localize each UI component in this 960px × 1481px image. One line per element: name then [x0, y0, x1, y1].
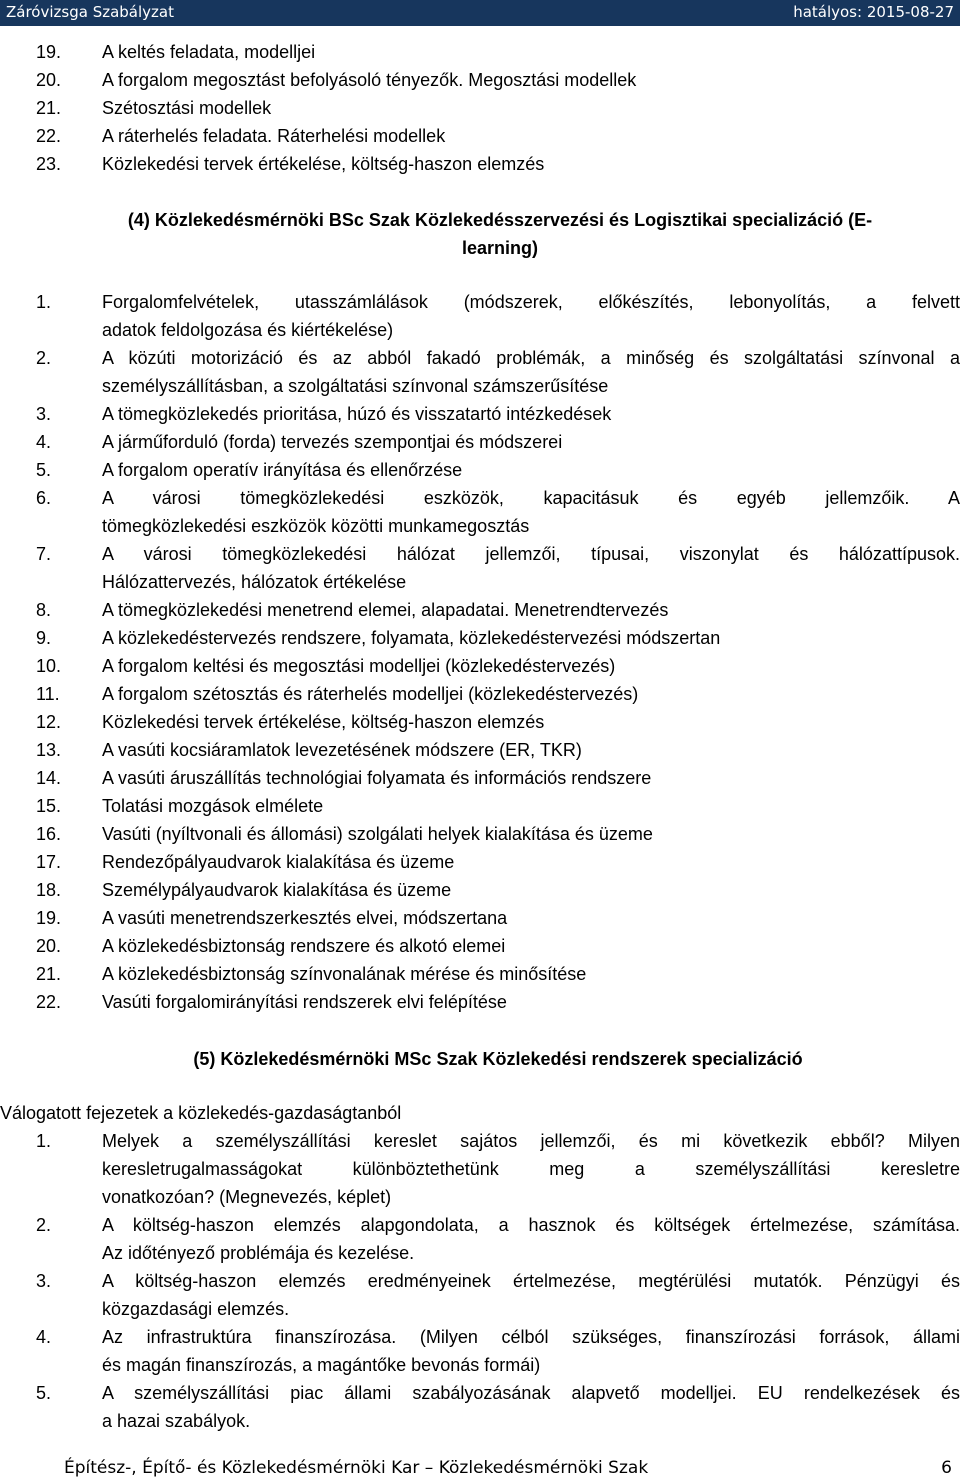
item-text: A városi tömegközlekedési eszközök, kapacitásuk és egyéb jellemzőik. A	[102, 488, 960, 508]
item-text: közgazdasági elemzés.	[102, 1299, 290, 1319]
item-text: A közlekedéstervezés rendszere, folyamata, közlekedéstervezési módszertan	[102, 628, 721, 648]
item-text: A vasúti áruszállítás technológiai folyamata és információs rendszere	[102, 768, 652, 788]
title-line: (4) Közlekedésmérnöki BSc Szak Közlekedésszervezési és Logisztikai specializáció (E-	[127, 210, 873, 230]
item-text: A városi tömegközlekedési hálózat jellemzői, típusai, viszonylat és hálózattípusok.	[102, 544, 960, 564]
item-number: 2.	[36, 348, 52, 368]
item-number: 22.	[36, 126, 62, 146]
item-number: 19.	[36, 908, 62, 928]
item-number: 12.	[36, 712, 62, 732]
item-text: adatok feldolgozása és kiértékelése)	[102, 320, 394, 340]
header-document-title: Záróvizsga Szabályzat	[6, 3, 174, 21]
item-number: 2.	[36, 1215, 52, 1235]
item-number: 22.	[36, 992, 62, 1012]
item-number: 13.	[36, 740, 62, 760]
item-text: Az infrastruktúra finanszírozása. (Milyen célból szükséges, finanszírozási források, állami	[102, 1327, 960, 1347]
item-number: 9.	[36, 628, 52, 648]
item-text: a hazai szabályok.	[102, 1411, 251, 1431]
item-number: 1.	[36, 292, 52, 312]
item-text: A közlekedésbiztonság színvonalának mérése és minősítése	[102, 964, 587, 984]
page-number: 6	[941, 1458, 952, 1478]
item-number: 10.	[36, 656, 62, 676]
item-number: 8.	[36, 600, 52, 620]
item-text: Vasúti forgalomirányítási rendszerek elvi felépítése	[102, 992, 507, 1012]
item-number: 6.	[36, 488, 52, 508]
item-text: Közlekedési tervek értékelése, költség-haszon elemzés	[102, 712, 545, 732]
item-text: A forgalom szétosztás és ráterhelés modelljei (közlekedéstervezés)	[102, 684, 639, 704]
item-text: A forgalom operatív irányítása és ellenőrzése	[102, 460, 463, 480]
item-number: 3.	[36, 1271, 52, 1291]
item-text: Rendezőpályaudvarok kialakítása és üzeme	[102, 852, 455, 872]
item-number: 16.	[36, 824, 62, 844]
item-number: 4.	[36, 432, 52, 452]
item-number: 11.	[36, 684, 60, 704]
item-number: 21.	[36, 964, 62, 984]
item-text: keresletrugalmasságokat különböztethetünk meg a személyszállítási keresletre	[102, 1159, 960, 1179]
item-text: személyszállításban, a szolgáltatási színvonal számszerűsítése	[102, 376, 609, 396]
item-number: 3.	[36, 404, 52, 424]
item-text: Közlekedési tervek értékelése, költség-haszon elemzés	[102, 154, 545, 174]
section-5-subtitle: Válogatott fejezetek a közlekedés-gazdaságtanból	[0, 1103, 402, 1123]
page-footer	[0, 1456, 960, 1481]
page-header	[0, 0, 960, 26]
item-text: Forgalomfelvételek, utasszámlálások (módszerek, előkészítés, lebonyolítás, a felvett	[102, 292, 960, 312]
item-number: 18.	[36, 880, 62, 900]
item-text: A vasúti kocsiáramlatok levezetésének módszere (ER, TKR)	[102, 740, 582, 760]
item-text: Szétosztási modellek	[102, 98, 272, 118]
item-text: A forgalom keltési és megosztási modelljei (közlekedéstervezés)	[102, 656, 616, 676]
item-text: A tömegközlekedés prioritása, húzó és visszatartó intézkedések	[102, 404, 612, 424]
item-text: tömegközlekedési eszközök közötti munkamegosztás	[102, 516, 530, 536]
section-5-title	[0, 1045, 960, 1073]
item-text: A keltés feladata, modelljei	[102, 42, 316, 62]
item-number: 20.	[36, 936, 62, 956]
item-text: A közlekedésbiztonság rendszere és alkotó elemei	[102, 936, 506, 956]
item-text: A költség-haszon elemzés alapgondolata, a hasznok és költségek értelmezése, számítása.	[102, 1215, 960, 1235]
item-number: 5.	[36, 1383, 52, 1403]
item-text: A járműforduló (forda) tervezés szempontjai és módszerei	[102, 432, 563, 452]
item-number: 20.	[36, 70, 62, 90]
item-text: A forgalom megosztást befolyásoló tényezők. Megosztási modellek	[102, 70, 637, 90]
item-number: 21.	[36, 98, 62, 118]
item-text: Vasúti (nyíltvonali és állomási) szolgálati helyek kialakítása és üzeme	[102, 824, 653, 844]
item-number: 14.	[36, 768, 62, 788]
footer-faculty: Építész-, Építő- és Közlekedésmérnöki Kar – Közlekedésmérnöki Szak	[64, 1458, 649, 1478]
header-effective-date: hatályos: 2015-08-27	[793, 3, 954, 21]
item-number: 4.	[36, 1327, 52, 1347]
item-text: vonatkozóan? (Megnevezés, képlet)	[102, 1187, 392, 1207]
item-number: 23.	[36, 154, 62, 174]
item-number: 19.	[36, 42, 62, 62]
item-text: Az időtényező problémája és kezelése.	[102, 1243, 415, 1263]
item-text: A költség-haszon elemzés eredményeinek értelmezése, megtérülési mutatók. Pénzügyi és	[102, 1271, 960, 1291]
item-text: Tolatási mozgások elmélete	[102, 796, 324, 816]
item-text: A közúti motorizáció és az abból fakadó problémák, a minőség és szolgáltatási színvonal a	[102, 348, 960, 368]
section-4-title	[40, 206, 960, 262]
item-text: A tömegközlekedési menetrend elemei, alapadatai. Menetrendtervezés	[102, 600, 669, 620]
item-text: Hálózattervezés, hálózatok értékelése	[102, 572, 407, 592]
title-line: (5) Közlekedésmérnöki MSc Szak Közlekedési rendszerek specializáció	[193, 1049, 803, 1069]
item-number: 5.	[36, 460, 52, 480]
item-text: és magán finanszírozás, a magántőke bevonás formái)	[102, 1355, 541, 1375]
item-text: A vasúti menetrendszerkesztés elvei, módszertana	[102, 908, 508, 928]
item-number: 7.	[36, 544, 52, 564]
item-text: Melyek a személyszállítási kereslet sajátos jellemzői, és mi következik ebből? Milyen	[102, 1131, 960, 1151]
item-number: 15.	[36, 796, 62, 816]
item-text: Személypályaudvarok kialakítása és üzeme	[102, 880, 452, 900]
item-text: A személyszállítási piac állami szabályozásának alapvető modelljei. EU rendelkezések és	[102, 1383, 960, 1403]
item-number: 1.	[36, 1131, 52, 1151]
title-line: learning)	[461, 238, 538, 258]
item-text: A ráterhelés feladata. Ráterhelési modellek	[102, 126, 446, 146]
item-number: 17.	[36, 852, 62, 872]
